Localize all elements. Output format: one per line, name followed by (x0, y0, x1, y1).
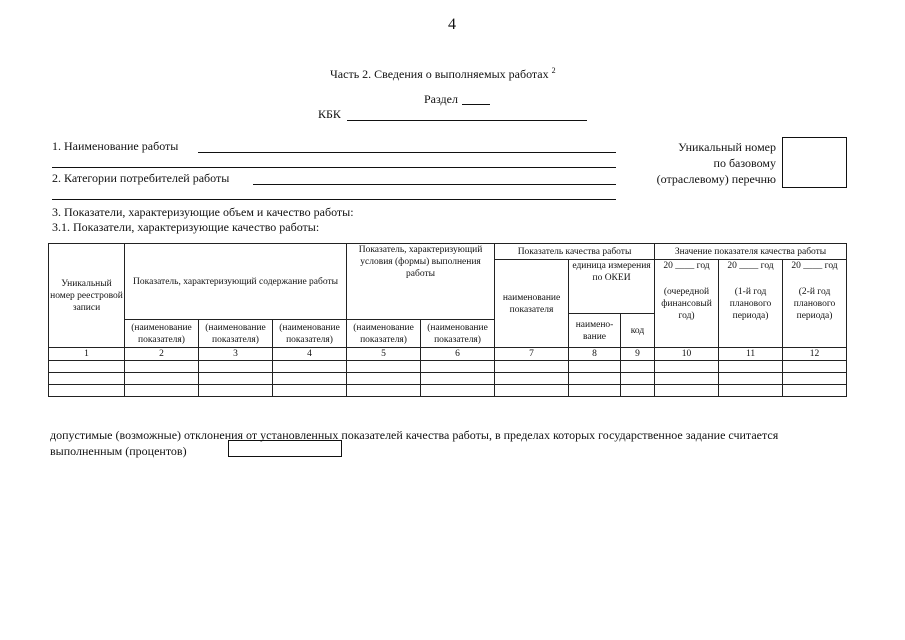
consumer-categories-line-2[interactable] (52, 199, 616, 200)
page-number: 4 (448, 16, 456, 33)
unique-number-label (640, 139, 776, 187)
table-row[interactable] (49, 361, 847, 373)
column-number: 4 (273, 348, 347, 361)
year-1-prefix: 20 (663, 261, 673, 271)
year-2-prefix: 20 (727, 261, 737, 271)
header-year-1 (655, 260, 719, 348)
part-title-text: Часть 2. Сведения о выполняемых работах (330, 67, 549, 81)
year-1-note: (очередной финансовый год) (661, 287, 712, 321)
section-3-title: 3. Показатели, характеризующие объем и качество работы: (52, 205, 354, 219)
header-unit-code: код (621, 314, 655, 348)
unique-label-line-3: (отраслевому) перечню (656, 172, 776, 186)
consumer-categories-line[interactable] (253, 184, 616, 185)
column-number: 12 (783, 348, 847, 361)
column-number: 1 (49, 348, 125, 361)
deviation-percent-box[interactable] (228, 440, 342, 457)
kbk-label: КБК (318, 107, 341, 121)
section-3-1-title: 3.1. Показатели, характеризующие качество работы: (52, 220, 320, 234)
year-2-note: (1-й год планового периода) (729, 287, 772, 321)
section-label: Раздел (424, 92, 458, 106)
kbk-input-line[interactable] (347, 120, 587, 121)
header-values: Значение показателя качества работы (655, 244, 847, 260)
column-number: 11 (719, 348, 783, 361)
year-3-note: (2-й год планового периода) (793, 287, 836, 321)
unique-number-box[interactable] (782, 137, 847, 188)
section-input-line[interactable] (462, 104, 490, 105)
sub-header-name-2: (наименование показателя) (125, 320, 199, 348)
header-registry: Уникальный номер реестровой записи (49, 244, 125, 348)
column-numbers-row (49, 348, 847, 361)
year-2-suffix: год (760, 261, 774, 271)
sub-header-name-4: (наименование показателя) (273, 320, 347, 348)
header-year-3 (783, 260, 847, 348)
column-number: 9 (621, 348, 655, 361)
column-number: 8 (569, 348, 621, 361)
column-number: 7 (495, 348, 569, 361)
header-indicator-name: наименование показателя (495, 260, 569, 348)
column-number: 6 (421, 348, 495, 361)
unique-label-line-2: по базовому (713, 156, 776, 170)
sub-header-name-5: (наименование показателя) (347, 320, 421, 348)
work-name-line[interactable] (198, 152, 616, 153)
year-3-line: 20 ____ год (791, 261, 838, 271)
part-title (330, 66, 556, 82)
column-number: 10 (655, 348, 719, 361)
header-year-2 (719, 260, 783, 348)
header-quality: Показатель качества работы (495, 244, 655, 260)
table-row[interactable] (49, 385, 847, 397)
sub-header-name-3: (наименование показателя) (199, 320, 273, 348)
part-footnote: 2 (551, 66, 556, 75)
year-3-suffix: год (824, 261, 838, 271)
header-content: Показатель, характеризующий содержание работы (125, 244, 347, 320)
header-conditions: Показатель, характеризующий условия (формы) выполнения работы (347, 244, 495, 320)
column-number: 5 (347, 348, 421, 361)
column-number: 3 (199, 348, 273, 361)
table-row[interactable] (49, 373, 847, 385)
deviation-text: допустимые (возможные) отклонения от установленных показателей качества работы, в пределах которых государственное задание считается выполненным (процентов) (50, 428, 779, 458)
year-1-line: 20 ____ год (663, 261, 710, 271)
work-name-label: 1. Наименование работы (52, 139, 179, 153)
year-3-prefix: 20 (791, 261, 801, 271)
header-unit: единица измерения по ОКЕИ (569, 260, 655, 314)
header-unit-name: наимено-вание (569, 314, 621, 348)
sub-header-name-6: (наименование показателя) (421, 320, 495, 348)
year-1-suffix: год (696, 261, 710, 271)
column-number: 2 (125, 348, 199, 361)
unique-label-line-1: Уникальный номер (678, 140, 776, 154)
work-name-line-2[interactable] (52, 167, 616, 168)
quality-table (48, 243, 847, 397)
year-2-line: 20 ____ год (727, 261, 774, 271)
consumer-categories-label: 2. Категории потребителей работы (52, 171, 230, 185)
